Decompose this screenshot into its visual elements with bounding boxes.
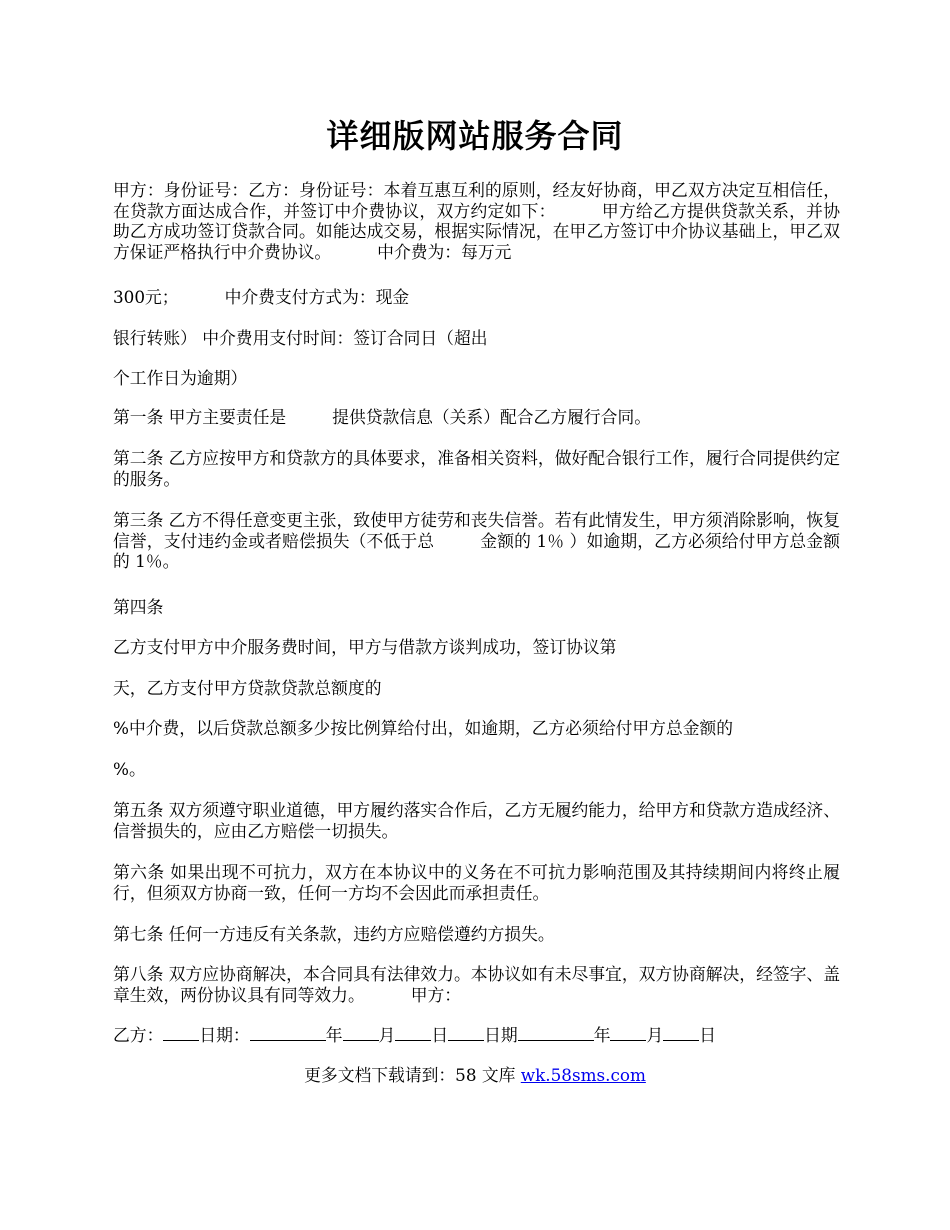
day-blank-1 [395,1026,431,1041]
date-label-2: 日期 [484,1025,518,1045]
article-6: 第六条 如果出现不可抗力，双方在本协议中的义务在不可抗力影响范围及其持续期间内将终止履行，但须双方协商一致，任何一方均不会因此而承担责任。 [113,862,840,903]
article-4-line-4: %。 [113,759,146,779]
article-5: 第五条 双方须遵守职业道德，甲方履约落实合作后，乙方无履约能力，给甲方和贷款方造成经济、信誉损失的，应由乙方赔偿一切损失。 [113,800,840,841]
year-blank-1 [250,1026,326,1041]
year-label-2: 年 [593,1025,611,1045]
parties-intro: 甲方：身份证号：乙方：身份证号：本着互惠互利的原则，经友好协商，甲乙双方决定互相信任，在贷款方面达成合作，并签订中介费协议，双方约定如下： [113,180,840,221]
footer-text: 更多文档下载请到：58 文库 [304,1065,516,1085]
paragraph-overdue: 个工作日为逾期） [113,368,248,388]
year-blank-2 [518,1026,594,1041]
day-label-2: 日 [699,1025,717,1045]
parties-obligation: 甲方给乙方提供贷款关系，并协助乙方成功签订贷款合同。如能达成交易，根据实际情况，在甲乙方签订中介协议基础上，甲乙双方保证严格执行中介费协议。 [113,200,840,262]
fee-rate: 中介费为：每万元 [377,241,512,262]
party-a-signature-label: 甲方： [410,984,462,1005]
article-2: 第二条 乙方应按甲方和贷款方的具体要求，准备相关资料，做好配合银行工作，履行合同提供约定的服务。 [113,448,840,489]
paragraph-fee-amount [113,287,840,308]
article-4-line-2: 天，乙方支付甲方贷款贷款总额度的 [113,678,382,698]
article-4-line-1: 乙方支付甲方中介服务费时间，甲方与借款方谈判成功，签订协议第 [113,637,617,657]
year-label-1: 年 [325,1025,343,1045]
month-label-1: 月 [378,1025,396,1045]
document-title: 详细版网站服务合同 [326,117,624,155]
month-label-2: 月 [646,1025,664,1045]
paragraph-payment-time: 银行转账） 中介费用支付时间：签订合同日（超出 [113,328,488,348]
month-blank-2 [610,1026,646,1041]
article-3 [113,510,840,572]
article-7: 第七条 任何一方违反有关条款，违约方应赔偿遵约方损失。 [113,924,555,944]
article-1-head: 第一条 甲方主要责任是 [113,407,287,427]
party-b-blank [163,1026,199,1041]
footer [0,1064,950,1086]
date-label-1: 日期： [199,1025,250,1045]
article-4-line-3: %中介费，以后贷款总额多少按比例算给付出，如逾期，乙方必须给付甲方总金额的 [113,718,734,738]
day-blank-2 [663,1026,699,1041]
footer-link[interactable]: wk.58sms.com [520,1065,646,1085]
month-blank-1 [343,1026,379,1041]
article-4-heading: 第四条 [113,597,164,617]
signature-line [113,1025,840,1046]
article-1-body: 提供贷款信息（关系）配合乙方履行合同。 [332,407,652,427]
article-8-body: 第八条 双方应协商解决，本合同具有法律效力。本协议如有未尽事宜，双方协商解决，经签字、盖章生效，两份协议具有同等效力。 [113,964,840,1005]
fee-payment-method: 中介费支付方式为：现金 [224,287,410,307]
article-1 [113,407,840,428]
article-3-part-a: 第三条 乙方不得任意变更主张，致使甲方徒劳和丧失信誉。若有此情发生，甲方须消除影响，恢复信誉，支付违约金或者赔偿损失（不低于总 [113,510,840,551]
fee-amount: 300元； [113,287,179,307]
article-3-part-b: 金额的 1％ ）如逾期，乙方必须给付甲方总金额的 1％。 [113,530,840,571]
separator-blank [448,1026,484,1041]
day-label-1: 日 [431,1025,449,1045]
party-b-label: 乙方： [113,1025,164,1045]
paragraph-parties [113,180,840,262]
article-8 [113,964,840,1005]
